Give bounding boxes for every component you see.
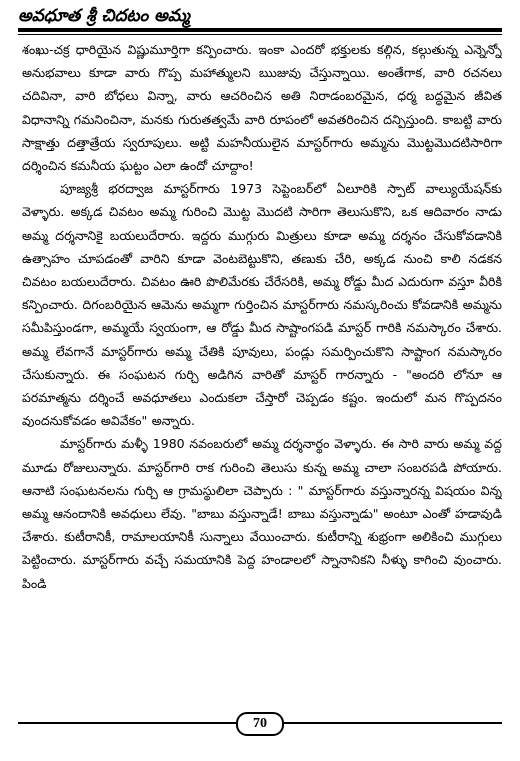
header-rule-thin — [18, 34, 502, 35]
page-number: 70 — [236, 712, 284, 736]
paragraph-3: మాస్టర్‌గారు మళ్ళీ 1980 నవంబరులో అమ్మ దర్శనార్థం వెళ్ళారు. ఈ సారి వారు అమ్మ వద్ద మూడు రోజులున్నారు. మాస్టర్‌గారి రాక గురించి తెలుసు కున్న అమ్మ చాలా సంబరపడి పోయారు. ఆనాటి సంఘటనలను గుర్చి ఆ గ్రామస్థులిలా చెప్పారు : " మాస్టర్‌గారు వస్తున్నారన్న విషయం విన్న అమ్మ ఆనందానికి అవధులు లేవు. "బాబు వస్తున్నాడే! బాబు వస్తున్నాడు" అంటూ ఎంతో హడావుడి చేశారు. కుటీరానికీ, రామాలయానికీ సున్నాలు వేయించారు. కుటీరాన్ని శుభ్రంగా అలికించి ముగ్గులు పెట్టించారు. మాస్టర్‌గారు వచ్చే సమయానికి పెద్ద హండాలలో స్నానానికని నీళ్ళు కాగించి వుంచారు. పిండి — [22, 436, 502, 591]
header-rule — [18, 28, 502, 32]
page-body — [22, 38, 502, 698]
paragraph-2: పూజ్యశ్రీ భరద్వాజ మాస్టర్‌గారు 1973 సెప్టెంబర్‌లో ఏలూరికి స్పాట్ వాల్యుయేషన్‌కు వెళ్ళారు. అక్కడ చివటం అమ్మ గురించి మొట్ట మొదటి సారిగా తెలుసుకొని, ఒక ఆదివారం నాడు అమ్మ దర్శనానికై బయలుదేరారు. ఇద్దరు ముగ్గురు మిత్రులు కూడా అమ్మ దర్శనం చేసుకోవడానికి ఉత్సాహం చూపడంతో వారిని కూడా వెంటబెట్టుకొని, తణుకు చేరి, అక్కడ నుంచి కాలి నడకన చివటం బయలుదేరారు. చివటం ఊరి పొలిమేరకు చేరేసరికి, అమ్మ రోడ్డు మీద ఎదురుగా వస్తూ వీరికి కన్పించారు. దిగంబరియైన ఆమెను అమ్మగా గుర్తించిన మాస్టర్‌గారు నమస్కరించు కోవడానికి అమ్మను సమీపిస్తుండగా, అమ్మయే స్వయంగా, ఆ రోడ్డు మీద సాష్టాంగపడి మాస్టర్ గారికి నమస్కారం చేశారు. అమ్మ లేవగానే మాస్టర్‌గారు అమ్మ చేతికి పూవులు, పండ్లు సమర్పించుకొని సాష్టాంగ నమస్కారం చేసుకున్నారు. ఈ సంఘటన గుర్చి అడిగిన వారితో మాస్టర్ గారన్నారు - "అందరి లోనూ ఆ పరమాత్మను దర్శించే అవధూతలు ఎందుకలా చేస్తారో చెప్పడం కష్టం. ఇందులో మన గొప్పదనం వుందనుకోవడం అవివేకం" అన్నారు. — [22, 181, 502, 429]
page-footer — [18, 712, 502, 734]
running-header — [18, 4, 502, 34]
paragraph-1: శంఖు-చక్ర ధారియైన విష్ణుమూర్తిగా కన్పించారు. ఇంకా ఎందరో భక్తులకు కల్గిన, కల్గుతున్న ఎన్నెన్నో అనుభవాలు కూడా వారు గొప్ప మహాత్ములని ఋజువు చేస్తున్నాయి. అంతేగాక, వారి రచనలు చదివినా, వారి బోధలు విన్నా, వారు ఆచరించిన అతి నిరాడంబరమైన, ధర్మ బద్ధమైన జీవిత విధానాన్ని గమనించినా, మనకు గురుతత్వమే వారి రూపంలో అవతరించిన దన్పిస్తుంది. కాబట్టి వారు సాక్షాత్తు దత్తాత్రేయ స్వరూపులు. అట్టి మహనీయులైన మాస్టర్‌గారు అమ్మను మొట్టమొదటిసారిగా దర్శించిన కమనీయ ఘట్టం ఎలా ఉందో చూద్దాం! — [22, 42, 502, 174]
running-header-title: అవధూత శ్రీ చిదటం అమ్మ — [18, 4, 198, 28]
